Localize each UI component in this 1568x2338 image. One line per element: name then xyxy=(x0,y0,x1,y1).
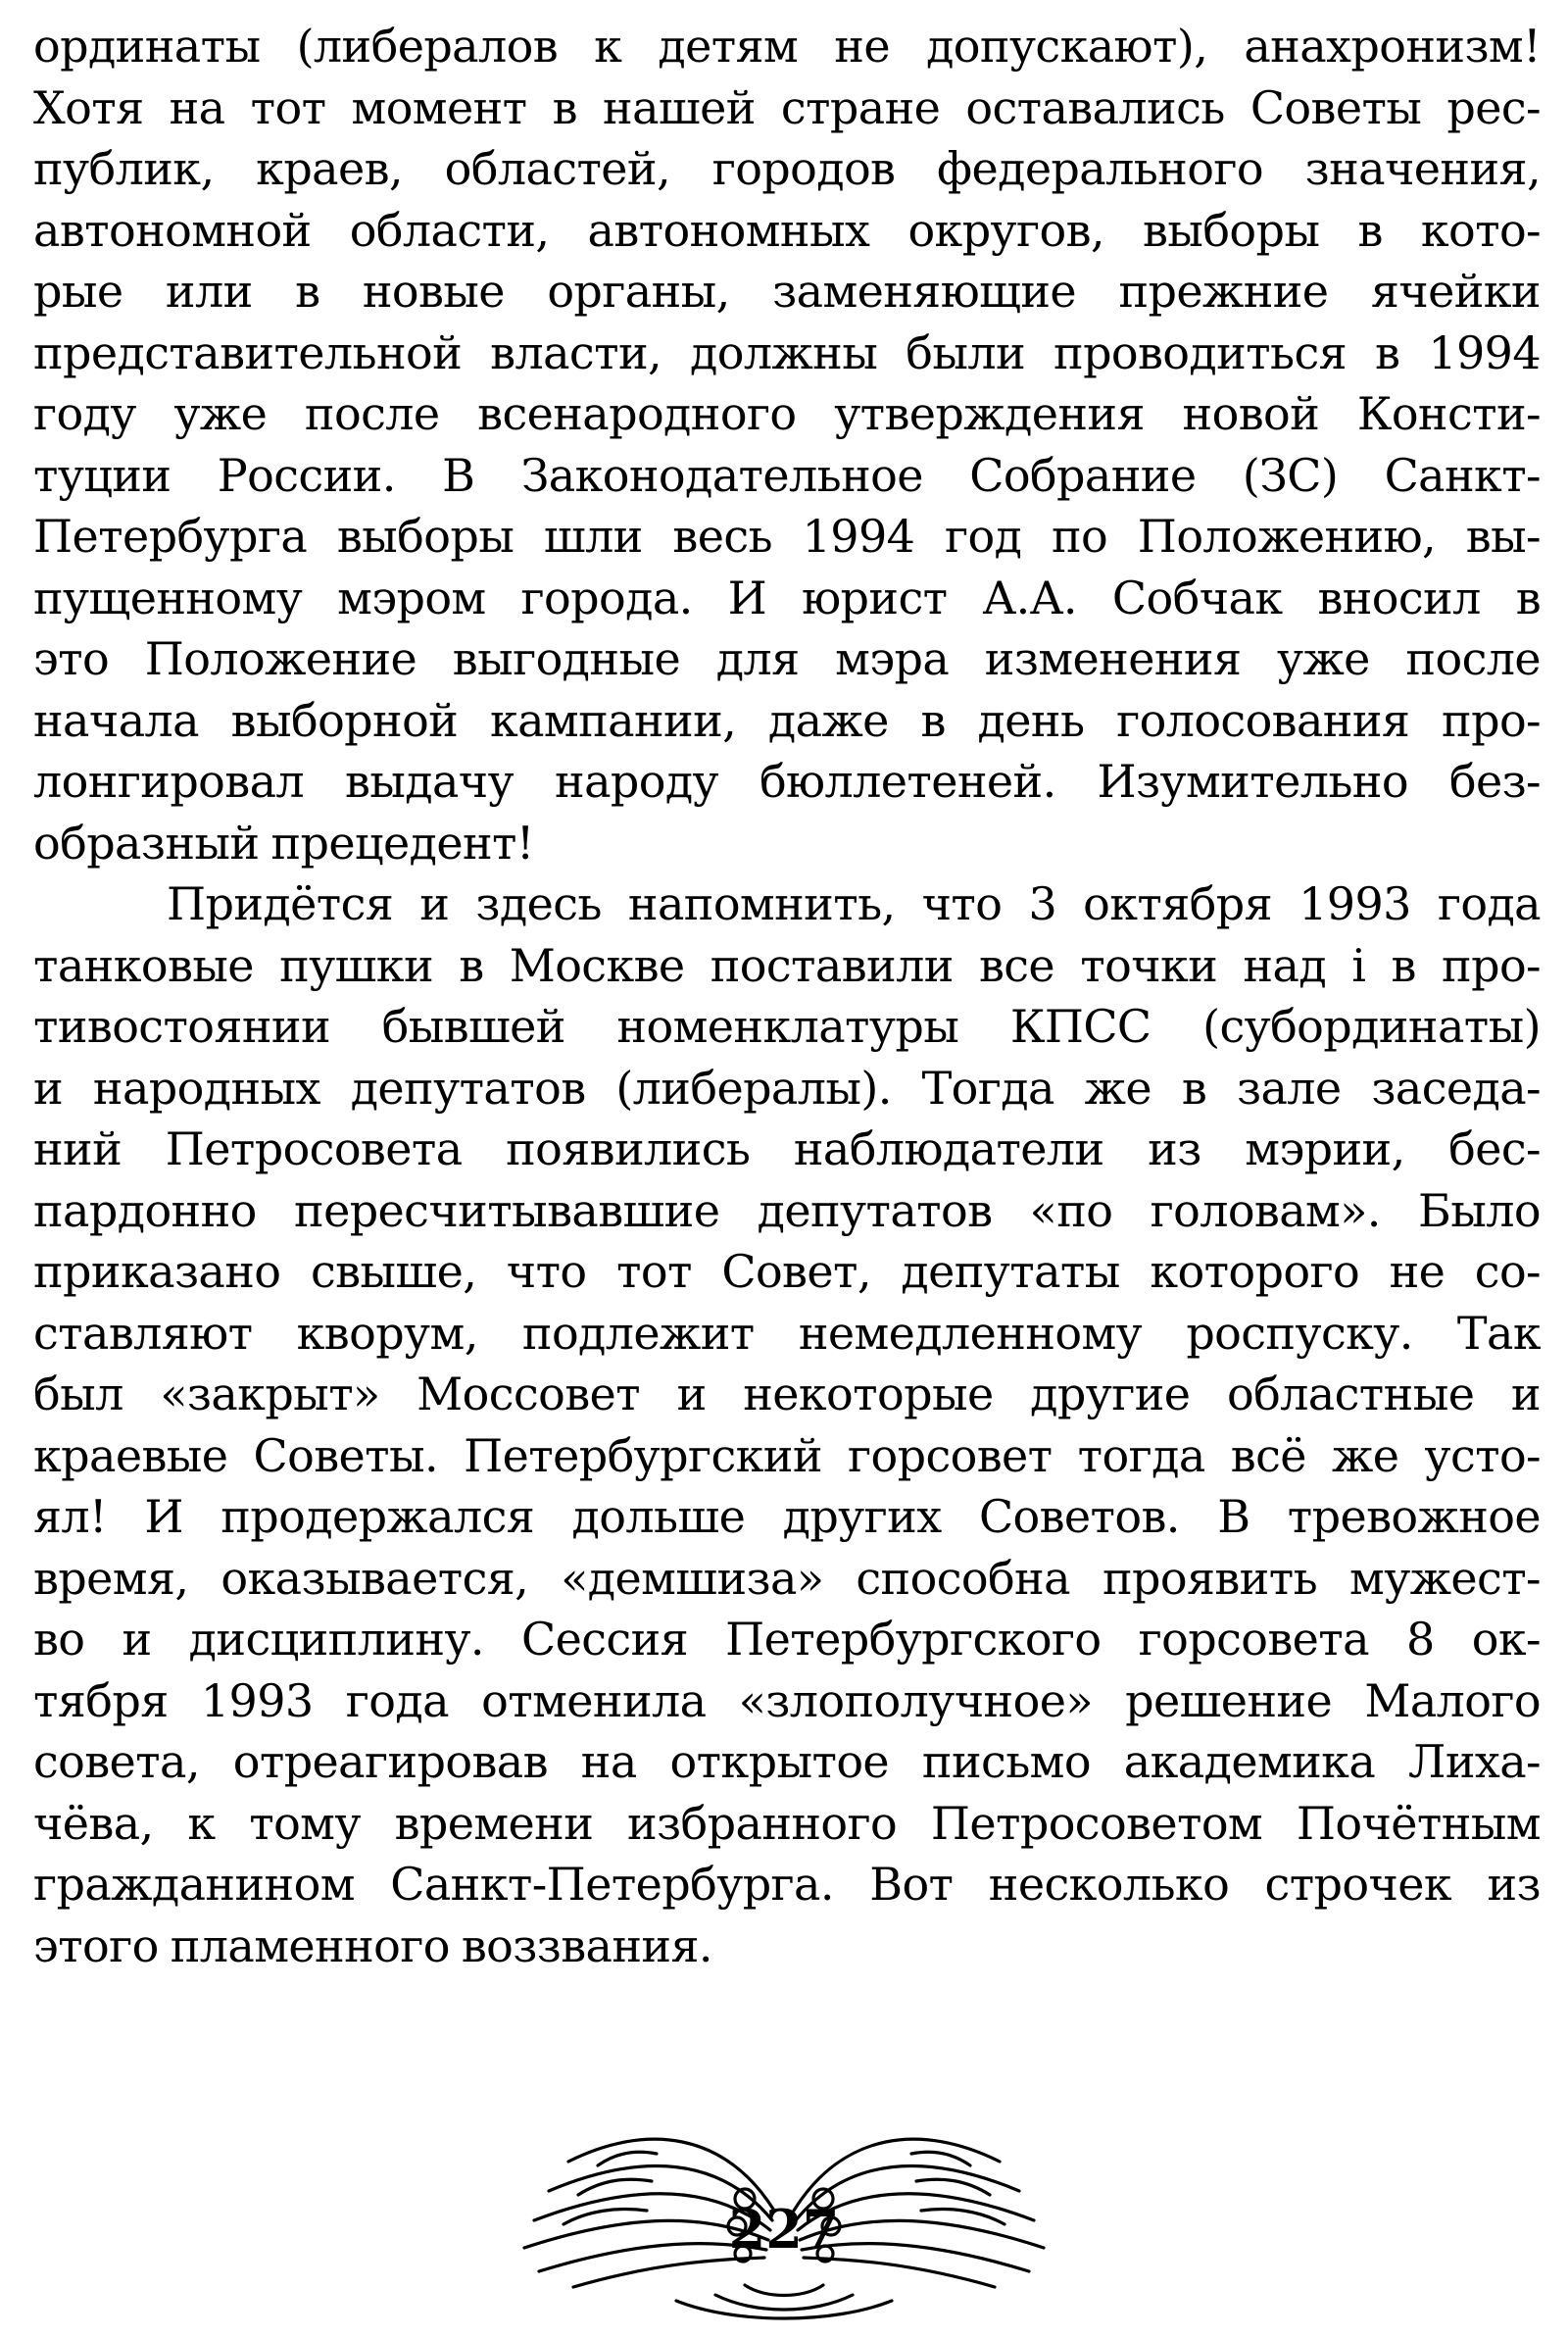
paragraph xyxy=(33,16,1541,873)
text-line: начала выборной кампании, даже в день голосования про- xyxy=(33,693,1541,747)
text-line: пущенному мэром города. И юрист А.А. Собчак вносил в xyxy=(33,571,1541,624)
text-line: танковые пушки в Москве поставили все точки над і в про- xyxy=(33,938,1541,992)
text-line: пардонно пересчитывавшие депутатов «по головам». Было xyxy=(33,1183,1541,1237)
body-text xyxy=(33,16,1541,1976)
text-line: приказано свыше, что тот Совет, депутаты которого не со- xyxy=(33,1245,1541,1298)
text-line: гражданином Санкт-Петербурга. Вот несколько строчек из xyxy=(33,1858,1541,1911)
text-line: автономной области, автономных округов, выборы в кото- xyxy=(33,203,1541,257)
text-line: краевые Советы. Петербургский горсовет тогда всё же усто- xyxy=(33,1428,1541,1482)
text-line: Хотя на тот момент в нашей стране оставались Советы рес- xyxy=(33,80,1541,134)
text-line: был «закрыт» Моссовет и некоторые другие областные и xyxy=(33,1368,1541,1420)
text-line: ординаты (либералов к детям не допускают), анахронизм! xyxy=(33,20,1541,73)
text-line: во и дисциплину. Сессия Петербургского горсовета 8 ок- xyxy=(33,1613,1541,1666)
paragraph xyxy=(33,873,1541,1976)
text-line: публик, краев, областей, городов федерального значения, xyxy=(33,142,1541,195)
text-line: образный прецедент! xyxy=(33,816,534,870)
text-line: представительной власти, должны были проводиться в 1994 xyxy=(33,325,1541,379)
text-line: рые или в новые органы, заменяющие прежние ячейки xyxy=(33,265,1541,318)
text-line: этого пламенного воззвания. xyxy=(33,1918,712,1972)
text-line: Петербурга выборы шли весь 1994 год по Положению, вы- xyxy=(33,510,1541,563)
text-line: чёва, к тому времени избранного Петросоветом Почётным xyxy=(33,1796,1541,1850)
text-line: туции России. В Законодательное Собрание (ЗС) Санкт- xyxy=(33,448,1541,502)
winged-ornament-icon xyxy=(480,2093,1088,2328)
page-footer xyxy=(480,2093,1088,2328)
text-line: ний Петросовета появились наблюдатели из мэрии, бес- xyxy=(33,1122,1541,1175)
text-line: это Положение выгодные для мэра изменения уже после xyxy=(33,632,1541,685)
text-line: совета, отреагировав на открытое письмо академика Лиха- xyxy=(33,1735,1541,1788)
text-line: Придётся и здесь напомнить, что 3 октября 1993 года xyxy=(167,877,1541,930)
text-line: тября 1993 года отменила «злополучное» решение Малого xyxy=(33,1673,1541,1727)
text-line: время, оказывается, «демшиза» способна проявить мужест- xyxy=(33,1551,1541,1605)
text-line: ставляют кворум, подлежит немедленному роспуску. Так xyxy=(33,1306,1541,1360)
text-line: тивостоянии бывшей номенклатуры КПСС (субординаты) xyxy=(33,1000,1541,1053)
text-line: ял! И продержался дольше других Советов. В тревожное xyxy=(33,1490,1541,1543)
text-line: и народных депутатов (либералы). Тогда же в зале заседа- xyxy=(33,1061,1541,1115)
text-line: лонгировал выдачу народу бюллетеней. Изумительно без- xyxy=(33,755,1541,808)
text-line: году уже после всенародного утверждения новой Консти- xyxy=(33,387,1541,440)
page-number: 227 xyxy=(728,2198,840,2261)
